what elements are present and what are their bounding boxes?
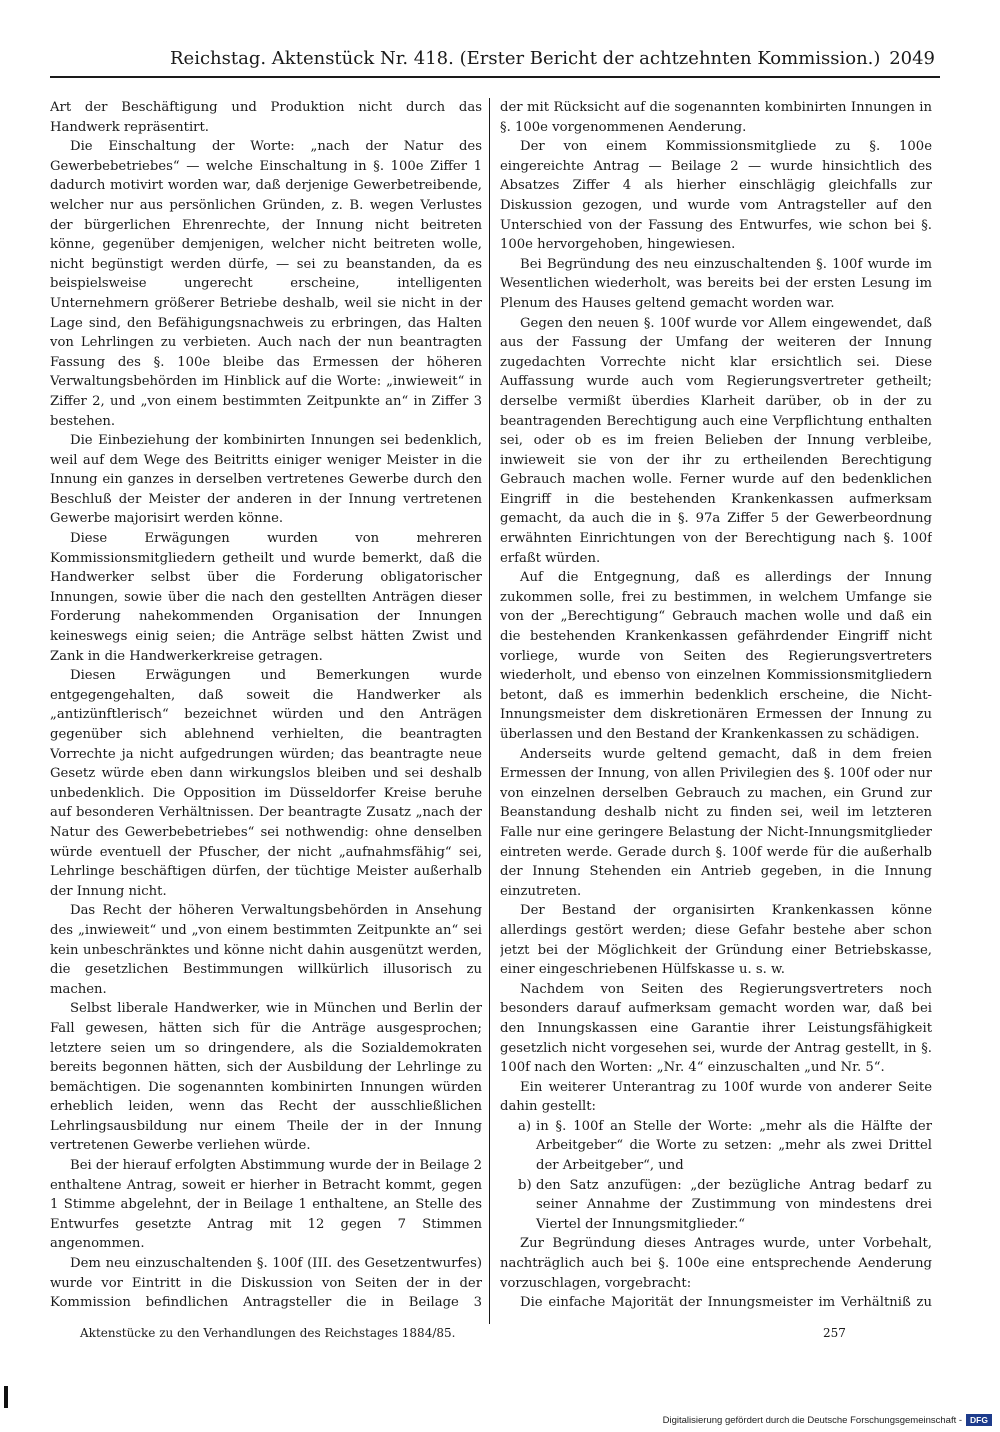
paragraph: Diese Erwägungen wurden von mehreren Kommissionsmitgliedern getheilt und wurde bemerkt, daß die Handwerker selbst über die Forderung obligatorischer Innungen, sowie über die nach den gestellten Anträgen dieser Forderung nahekommenden Organisation der Innungen keineswegs einig seien; die Anträge selbst hätten Zwist und Zank in die Handwerkerkreise getragen. <box>50 531 482 664</box>
paragraph: Bei der hierauf erfolgten Abstimmung wurde der in Beilage 2 enthaltene Antrag, soweit er hierher in Betracht kommt, gegen 1 Stimme abgelehnt, der in Beilage 1 enthaltene, an Stelle des Entwurfes gesetzte Antrag mit 12 gegen 7 Stimmen angenommen. <box>50 1158 482 1252</box>
paragraph: Nachdem von Seiten des Regierungsvertreters noch besonders darauf aufmerksam gemacht worden war, daß bei den Innungskassen eine Garantie ihrer Leistungsfähigkeit gesetzlich nicht vorgesehen sei, wurde der Antrag gestellt, in §. 100f nach den Worten: „Nr. 4“ einzuschalten „und Nr. 5“. <box>500 981 932 1076</box>
page-header <box>55 44 935 74</box>
right-column <box>500 98 932 1316</box>
list-item <box>500 1176 932 1235</box>
paragraph: Die Einbeziehung der kombinirten Innungen sei bedenklich, weil auf dem Wege des Beitritts einiger weniger Meister in die Innung ein ganzes in derselben vertretenes Gewerbe durch den Beschluß der Meister der anderen in der Innung vertretenen Gewerbe majorisirt werden könne. <box>50 433 482 527</box>
paragraph: der mit Rücksicht auf die sogenannten kombinirten Innungen in §. 100e vorgenommenen Aenderung. <box>500 100 932 135</box>
page-number: 2049 <box>889 48 935 69</box>
paragraph: Das Recht der höheren Verwaltungsbehörden in Ansehung des „inwieweit“ und „von einem bestimmten Zeitpunkte an“ sei kein unbeschränktes und könne nicht dahin ausgenützt werden, die gesetzlichen Bestimmungen willkürlich illusorisch zu machen. <box>50 903 482 997</box>
scan-margin-mark <box>4 1386 8 1408</box>
paragraph: Der Bestand der organisirten Krankenkassen könne allerdings gestört werden; diese Gefahr bestehe aber schon jetzt bei der Möglichkeit der Gründung einer Betriebskasse, einer eingeschriebenen Hülfskasse u. s. w. <box>500 903 932 978</box>
list-marker: a) <box>518 1118 532 1134</box>
running-title: Reichstag. Aktenstück Nr. 418. (Erster Bericht der achtzehnten Kommission.) <box>170 48 881 69</box>
list-item-text: den Satz anzufügen: „der bezügliche Antrag bedarf zu seiner Annahme der Zustimmung von mindestens drei Viertel der Innungsmitglieder.“ <box>536 1177 932 1232</box>
paragraph: Ein weiterer Unterantrag zu 100f wurde von anderer Seite dahin gestellt: <box>500 1079 932 1115</box>
paragraph: Die einfache Majorität der Innungsmeister im Verhältniß zu <box>520 1295 932 1311</box>
paragraph: Der von einem Kommissionsmitgliede zu §. 100e eingereichte Antrag — Beilage 2 — wurde hinsichtlich des Absatzes Ziffer 4 als hierher einschlägig gleichfalls zur Diskussion gezogen, und wurde vom Antragsteller auf den Unterschied von der Fassung des Entwurfes, wie schon bei §. 100e hervorgehoben, hingewiesen. <box>500 139 932 253</box>
paragraph: Art der Beschäftigung und Produktion nicht durch das Handwerk repräsentirt. <box>50 100 482 135</box>
footer-sheet-number: 257 <box>823 1326 846 1340</box>
paragraph: Gegen den neuen §. 100f wurde vor Allem eingewendet, daß aus der Fassung der Umfang der weiteren der Innung zugedachten Vorrechte nicht klar ersichtlich sei. Diese Auffassung wurde auch vom Regierungsvertreter getheilt; derselbe vermißt überdies Klarheit darüber, ob in der zu beantragenden Berechtigung auch eine Verpflichtung enthalten sei, oder ob es im freien Belieben der Innung verbleibe, inwieweit sie von der ihr zu ertheilenden Berechtigung Gebrauch machen wolle. Ferner wurde auf den bedenklichen Eingriff in die bestehenden Krankenkassen aufmerksam gemacht, da auch die in §. 97a Ziffer 5 der Gewerbeordnung erwähnten Einrichtungen von der Berechtigung nach §. 100f erfaßt würden. <box>500 315 932 566</box>
paragraph: Zur Begründung dieses Antrages wurde, unter Vorbehalt, nachträglich auch bei §. 100e eine entsprechende Aenderung vorzuschlagen, vorgebracht: <box>500 1236 932 1291</box>
list-item-text: in §. 100f an Stelle der Worte: „mehr als die Hälfte der Arbeitgeber“ die Worte zu setzen: „mehr als zwei Drittel der Arbeitgeber“, und <box>536 1118 932 1174</box>
paragraph: Die Einschaltung der Worte: „nach der Natur des Gewerbebetriebes“ — welche Einschaltung in §. 100e Ziffer 1 dadurch motivirt worden war, daß derjenige Gewerbetreibende, welcher nur aus persönlichen Gründen, z. B. wegen Verlustes der bürgerlichen Ehrenrechte, der Innung nicht beitreten könne, gegenüber demjenigen, welcher nicht beitreten wolle, nicht begünstigt werden dürfe, — sei zu beanstanden, da es beispielsweise ungerecht erscheine, intelligenten Unternehmern größerer Betriebe deshalb, weil sie nicht in der Lage sind, den Befähigungsnachweis zu erbringen, das Halten von Lehrlingen zu verbieten. Auch nach der nun beantragten Fassung des §. 100e bleibe das Ermessen der höheren Verwaltungsbehörden im Hinblick auf die Worte: „inwieweit“ in Ziffer 2, und „von einem bestimmten Zeitpunkte an“ in Ziffer 3 bestehen. <box>50 139 482 429</box>
list-item <box>500 1117 932 1176</box>
paragraph: Diesen Erwägungen und Bemerkungen wurde entgegengehalten, daß soweit die Handwerker als „antizünftlerisch“ bezeichnet würden und den Anträgen gegenüber sich ablehnend verhielten, die beantragten Vorrechte ja nicht aufgedrungen würden; das beantragte neue Gesetz würde eben dann wirkungslos bleiben und sei deshalb unbedenklich. Die Opposition im Düsseldorfer Kreise beruhe auf besonderen Verhältnissen. Der beantragte Zusatz „nach der Natur des Gewerbebetriebes“ sei nothwendig: ohne denselben würde eventuell der Pfuscher, der nicht „aufnahmsfähig“ sei, Lehrlinge beschäftigen dürfen, der tüchtige Meister außerhalb der Innung nicht. <box>50 668 482 899</box>
footer-source: Aktenstücke zu den Verhandlungen des Reichstages 1884/85. <box>80 1326 456 1340</box>
paragraph: Bei Begründung des neu einzuschaltenden §. 100f wurde im Wesentlichen wiederholt, was bereits bei der ersten Lesung im Plenum des Hauses geltend gemacht worden war. <box>500 256 932 311</box>
paragraph: Anderseits wurde geltend gemacht, daß in dem freien Ermessen der Innung, von allen Privilegien des §. 100f oder nur von einzelnen derselben Gebrauch zu machen, ein Grund zur Beanstandung deshalb nicht zu finden sei, weil im letzteren Falle nur eine geringere Belastung der Nicht-Innungsmitglieder eintreten werde. Gerade durch §. 100f werde für die außerhalb der Innung Stehenden ein Antrieb gegeben, in die Innung einzutreten. <box>500 746 932 899</box>
header-rule <box>50 76 940 78</box>
credit-text: Digitalisierung gefördert durch die Deutsche Forschungsgemeinschaft - <box>662 1414 963 1426</box>
paragraph: Auf die Entgegnung, daß es allerdings der Innung zukommen solle, frei zu bestimmen, in welchem Umfange sie von der „Berechtigung“ Gebrauch machen wolle und daß ein die bestehenden Krankenkassen gefährdender Eingriff nicht vorliege, wurde von Seiten des Regierungsvertreters wiederholt, und ebenso von einzelnen Kommissionsmitgliedern betont, daß es immerhin bedenklich erscheine, die Nicht-Innungsmeister dem diskretionären Ermessen der Innung zu überlassen und den Bestand der Krankenkassen zu schädigen. <box>500 570 932 742</box>
paragraph: Dem neu einzuschaltenden §. 100f (III. des Gesetzentwurfes) wurde vor Eintritt in die Diskussion von Seiten der in der Kommission befindlichen Antragsteller die in Beilage 3 <box>50 1256 482 1311</box>
digitization-credit <box>663 1414 992 1426</box>
dfg-logo: DFG <box>966 1414 992 1426</box>
column-divider <box>489 98 490 1324</box>
paragraph: Selbst liberale Handwerker, wie in München und Berlin der Fall gewesen, hätten sich für die Anträge ausgesprochen; letztere seien um so dringendere, als die Sozialdemokraten bereits begonnen hätten, sich der Ausbildung der Lehrlinge zu bemächtigen. Die sogenannten kombinirten Innungen würden erheblich leiden, wenn das Recht der ausschließlichen Lehrlingsausbildung nur einem Theile der in der Innung vertretenen Gewerbe verliehen würde. <box>50 1001 482 1154</box>
list-marker: b) <box>518 1177 532 1193</box>
left-column <box>50 98 482 1316</box>
